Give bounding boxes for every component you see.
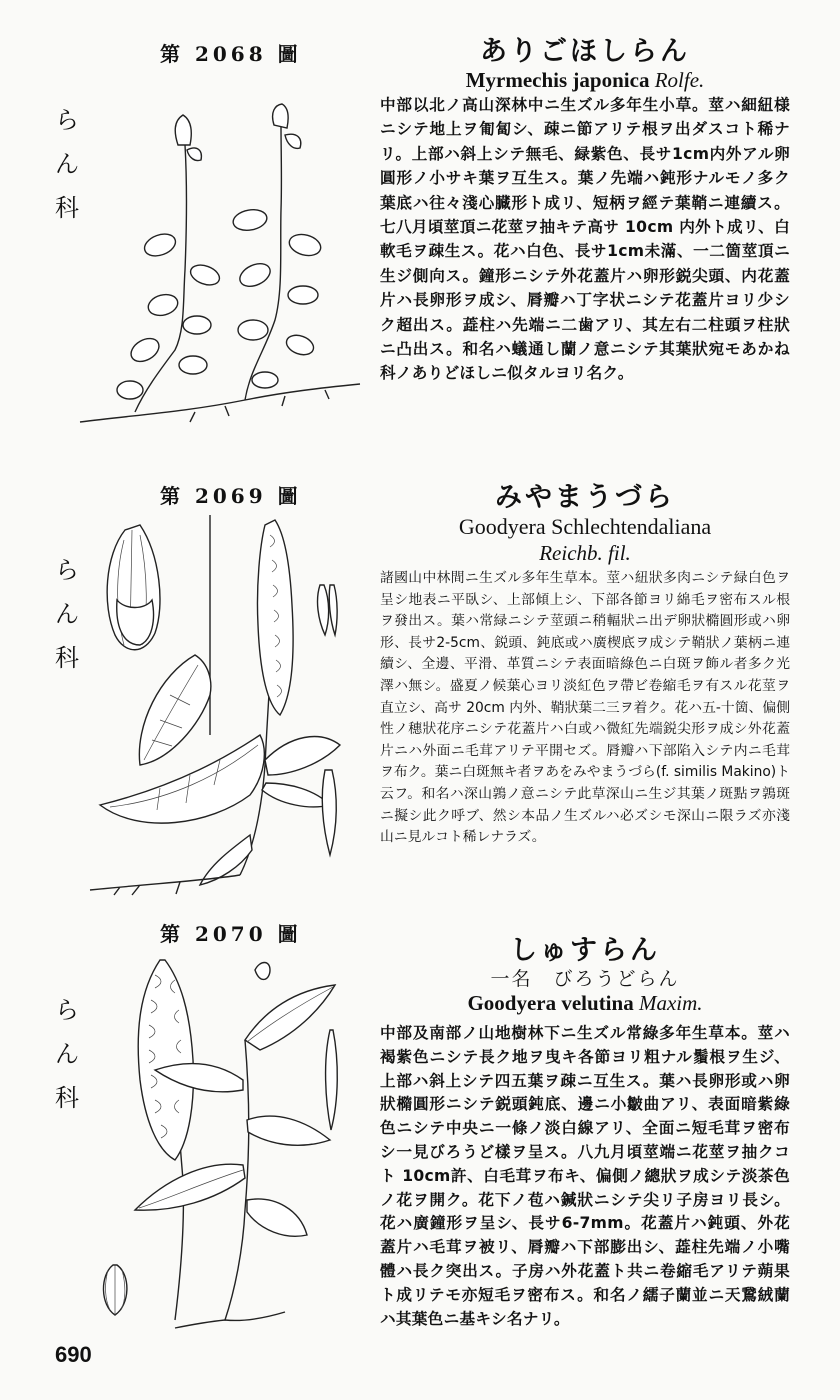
plant-illustration-myrmechis (75, 100, 365, 430)
family-label (55, 988, 79, 1120)
scientific-binomial: Goodyera velutina (467, 991, 634, 1015)
scientific-author: Reichb. fil. (539, 541, 631, 565)
family-char: 科 (55, 644, 79, 672)
scientific-author: Maxim. (638, 991, 703, 1015)
scientific-binomial: Goodyera Schlechtendaliana (458, 514, 712, 539)
entry-header (380, 482, 790, 566)
plant-illustration-goodyera-velutina (95, 950, 375, 1330)
plant-illustration-goodyera-schlechtendaliana (80, 505, 370, 900)
japanese-name: しゅすらん (510, 935, 660, 966)
scientific-author: Rolfe. (654, 68, 705, 92)
family-char: 科 (55, 194, 79, 222)
family-char: ら (55, 996, 79, 1024)
species-description: 中部及南部ノ山地樹林下ニ生ズル常綠多年生草本。莖ハ褐紫色ニシテ長ク地ヲ曳キ各節ヨリ粗ナル鬚根ヲ生ジ、上部ハ斜上シテ四五葉ヲ疎ニ互生ス。葉ハ長卵形或ハ卵狀橢圓形ニシテ鋭頭鈍底、邊ニ小皺曲アリ、表面暗紫綠色ニシテ中央ニ一條ノ淡白線アリ、全面ニ短毛茸ヲ密布シ一見びろうど樣ヲ呈ス。八九月頃莖端ニ花莖ヲ抽クコト 10cm許、白毛茸ヲ布キ、偏側ノ總狀ヲ成シテ淡茶色ノ花ヲ開ク。花下ノ苞ハ鍼狀ニシテ尖リ子房ヨリ長シ。花ハ廣鐘形ヲ呈シ、長サ6-7mm。花蓋片ハ鈍頭、外花蓋片ハ毛茸ヲ被リ、脣瓣ハ下部膨出シ、蕋柱先端ノ小嘴體ハ長ク突出ス。子房ハ外花蓋ト共ニ卷縮毛アリテ蒴果ト成リテモ亦短毛ヲ密布ス。和名ノ繻子蘭並ニ天鵞絨蘭ハ其葉色ニ基キシ名ナリ。 (380, 1024, 790, 1328)
family-char: ら (55, 556, 79, 584)
family-char: ん (55, 150, 79, 178)
page-number: 690 (55, 1342, 92, 1367)
species-description: 諸國山中林間ニ生ズル多年生草本。莖ハ紐狀多肉ニシテ緑白色ヲ呈シ地表ニ平臥シ、上部傾上シ、下部各節ヨリ綿毛ヲ密布スル根ヲ發出ス。葉ハ常緑ニシテ莖頭ニ稍輻狀ニ出デ卵狀橢圓形或ハ卵形、長サ2-5cm、鋭頭、鈍底或ハ廣楔底ヲ成シテ鞘狀ノ葉柄ニ連續シ、全邊、平滑、革質ニシテ表面暗綠色ニ白斑ヲ飾ル者多ク光澤ハ無シ。盛夏ノ候葉心ヨリ淡紅色ヲ帶ビ卷縮毛ヲ有スル花莖ヲ直立シ、高サ 20cm 内外、鞘狀葉二三ヲ着ク。花ハ五-十箇、偏側性ノ穗狀花序ニシテ花蓋片ハ白或ハ微紅先端鋭尖形ヲ成シ外花蓋片ニハ外面ニ毛茸アリテ平開セズ。脣瓣ハ下部陷入シテ内ニ毛茸ヲ布ク。葉ニ白斑無キ者ヲあをみやまうづら(f. similis Makino)ト云フ。和名ハ深山鶉ノ意ニシテ此草深山ニ生ジ其葉ノ斑點ヲ鶉斑ニ擬シ此ク呼ブ、然シ本品ノ生ズルハ必ズシモ深山ニ限ラズ亦淺山ニ見ルコト稀レナラズ。 (380, 570, 790, 846)
entry-header (380, 935, 790, 1015)
family-label (55, 548, 79, 680)
japanese-name: ありごほしらん (480, 36, 690, 67)
entry-header (380, 36, 790, 92)
scientific-name (380, 68, 790, 92)
scientific-binomial: Myrmechis japonica (465, 68, 650, 92)
figure-number: 第 2069 圖 (160, 484, 302, 508)
family-char: ら (55, 106, 79, 134)
family-char: 科 (55, 1084, 79, 1112)
family-char: ん (55, 600, 79, 628)
scientific-name (380, 991, 790, 1015)
alternate-name: 一名 びろうどらん (490, 968, 680, 990)
family-char: ん (55, 1040, 79, 1068)
figure-number: 第 2070 圖 (160, 922, 302, 946)
japanese-name: みやまうづら (495, 482, 675, 513)
figure-number: 第 2068 圖 (160, 42, 302, 66)
species-description: 中部以北ノ高山深林中ニ生ズル多年生小草。莖ハ細紐様ニシテ地上ヲ匍匐シ、疎ニ節アリテ根ヲ出ダスコト稀ナリ。上部ハ斜上シテ無毛、緑紫色、長サ1cm内外アル卵圓形ノ小サキ葉ヲ互生ス。葉ノ先端ハ鈍形ナルモノ多ク葉底ハ往々淺心臓形ト成リ、短柄ヲ經テ葉鞘ニ連續ス。七八月頃莖頂ニ花莖ヲ抽キテ高サ 10cm 内外ト成リ、白軟毛ヲ疎生ス。花ハ白色、長サ1cm未滿、一二箇莖頂ニ生ジ側向ス。鐘形ニシテ外花蓋片ハ卵形鋭尖頭、内花蓋片ハ長卵形ヲ成シ、脣瓣ハ丁字状ニシテ花蓋片ヨリ少シク超出ス。蕋柱ハ先端ニ二歯アリ、其左右二柱頭ヲ柱狀ニ凸出ス。和名ハ蟻通し蘭ノ意ニシテ其葉狀宛モあかね科ノありどほしニ似タルヨリ名ク。 (380, 96, 790, 383)
